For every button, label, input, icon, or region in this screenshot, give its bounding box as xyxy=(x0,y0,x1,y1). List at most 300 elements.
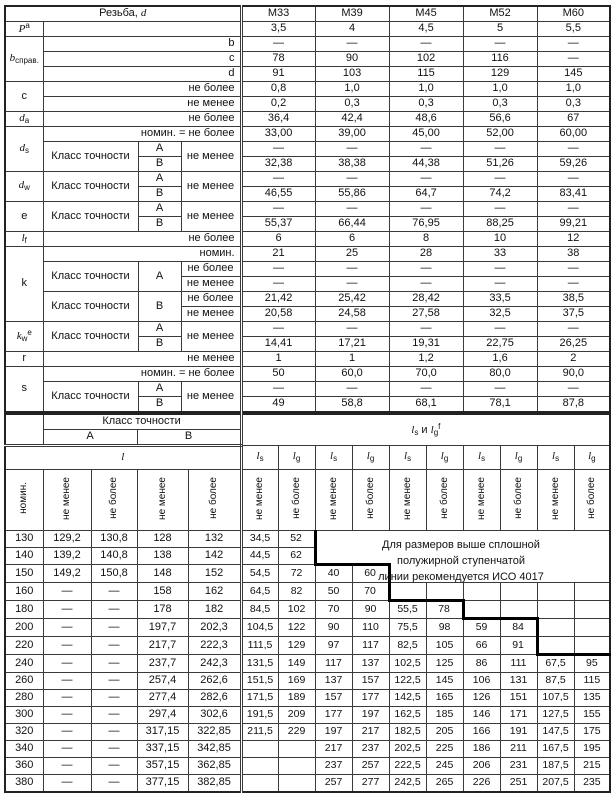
lg-value-cell: 277 xyxy=(352,775,389,793)
class-b-min-cell: 158 xyxy=(137,583,188,601)
lg-value-cell: 155 xyxy=(574,707,610,724)
class-b-max-cell: 132 xyxy=(188,531,241,548)
row-label-cell: А xyxy=(138,262,181,292)
row-label-cell: В xyxy=(138,337,181,352)
class-b-max-cell: 202,3 xyxy=(188,619,241,637)
ls-header: $l_s$ xyxy=(241,446,278,470)
row-label-cell: не более xyxy=(181,292,241,307)
lg-header: $l_g$ xyxy=(500,446,537,470)
value-cell: — xyxy=(463,322,537,337)
class-a-max-cell: 130,8 xyxy=(91,531,137,548)
ls-value-cell: 207,5 xyxy=(537,775,574,793)
limit-header-cell: не менее xyxy=(537,470,574,531)
value-cell: 38,38 xyxy=(315,157,389,172)
class-a-min-cell: — xyxy=(43,637,91,655)
table-row xyxy=(5,775,610,793)
empty-cell xyxy=(241,741,278,758)
value-cell: 10 xyxy=(463,232,537,247)
lg-value-cell: 102 xyxy=(278,601,315,619)
table-row xyxy=(5,741,610,758)
empty-cell xyxy=(278,758,315,775)
class-a-min-cell: 139,2 xyxy=(43,548,91,565)
empty-cell xyxy=(574,619,610,637)
class-b-min-cell: 357,15 xyxy=(137,758,188,775)
lg-value-cell: 137 xyxy=(352,655,389,673)
lg-value-cell: 72 xyxy=(278,565,315,583)
value-cell: — xyxy=(315,277,389,292)
value-cell: 60,00 xyxy=(537,127,610,142)
value-cell: 0,2 xyxy=(241,97,315,112)
lg-value-cell: 229 xyxy=(278,724,315,741)
class-a-min-cell: — xyxy=(43,758,91,775)
lg-value-cell: 84 xyxy=(500,619,537,637)
ls-lg-header: $l_s$ и $l_g^f$ xyxy=(241,414,610,446)
row-label-cell: А xyxy=(138,322,181,337)
lg-value-cell: 225 xyxy=(426,741,463,758)
table-row xyxy=(5,367,610,382)
ls-value-cell: 59 xyxy=(463,619,500,637)
class-b-max-cell: 302,6 xyxy=(188,707,241,724)
ls-value-cell: 202,5 xyxy=(389,741,426,758)
row-label-cell: d xyxy=(43,67,241,82)
row-label-cell: не менее xyxy=(181,382,241,413)
class-a-min-cell: 129,2 xyxy=(43,531,91,548)
ls-value-cell: 222,5 xyxy=(389,758,426,775)
value-cell: 129 xyxy=(463,67,537,82)
value-cell: 48,6 xyxy=(389,112,463,127)
value-cell: — xyxy=(315,37,389,52)
ls-value-cell: 157 xyxy=(315,690,352,707)
thread-size-header: М52 xyxy=(463,6,537,22)
nominal-length-cell: 380 xyxy=(5,775,43,793)
value-cell: 8 xyxy=(389,232,463,247)
table-row xyxy=(5,67,610,82)
lg-header: $l_g$ xyxy=(278,446,315,470)
value-cell: 33,5 xyxy=(463,292,537,307)
lg-value-cell: 171 xyxy=(500,707,537,724)
value-cell: 21 xyxy=(241,247,315,262)
table-row xyxy=(5,247,610,262)
class-a-min-cell: — xyxy=(43,673,91,690)
row-label-cell: Класс точности xyxy=(43,262,138,292)
value-cell: 49 xyxy=(241,397,315,413)
lg-value-cell: 235 xyxy=(574,775,610,793)
value-cell: 33,00 xyxy=(241,127,315,142)
lg-header: $l_g$ xyxy=(574,446,610,470)
lg-value-cell: 110 xyxy=(352,619,389,637)
row-label-cell: А xyxy=(138,382,181,397)
lg-value-cell: 237 xyxy=(352,741,389,758)
lg-value-cell: 191 xyxy=(500,724,537,741)
ls-value-cell: 67,5 xyxy=(537,655,574,673)
thread-dimensions-table xyxy=(4,5,611,413)
value-cell: — xyxy=(463,37,537,52)
lg-value-cell: 122 xyxy=(278,619,315,637)
row-label-cell: В xyxy=(138,397,181,413)
ls-value-cell: 82,5 xyxy=(389,637,426,655)
row-symbol-cell: $k_w^e$ xyxy=(5,322,43,352)
ls-header: $l_s$ xyxy=(463,446,500,470)
class-a-max-cell: — xyxy=(91,619,137,637)
ls-header: $l_s$ xyxy=(389,446,426,470)
length-section xyxy=(4,413,611,793)
nominal-length-cell: 260 xyxy=(5,673,43,690)
row-label-cell: В xyxy=(138,157,181,172)
value-cell: — xyxy=(241,202,315,217)
lg-value-cell: 117 xyxy=(352,637,389,655)
limit-header-cell: не менее xyxy=(389,470,426,531)
empty-cell xyxy=(537,637,574,655)
class-a-max-cell: — xyxy=(91,741,137,758)
row-label-cell: не менее xyxy=(181,307,241,322)
lg-value-cell: 205 xyxy=(426,724,463,741)
thread-size-header: М33 xyxy=(241,6,315,22)
class-a-max-cell: — xyxy=(91,583,137,601)
class-a-min-cell: — xyxy=(43,741,91,758)
table-row xyxy=(5,142,610,157)
empty-corner-cell xyxy=(5,414,43,446)
value-cell: 103 xyxy=(315,67,389,82)
lg-value-cell: 217 xyxy=(352,724,389,741)
value-cell: — xyxy=(537,37,610,52)
value-cell: — xyxy=(463,142,537,157)
value-cell: 80,0 xyxy=(463,367,537,382)
empty-cell xyxy=(241,775,278,793)
value-cell: 3,5 xyxy=(241,22,315,37)
class-a-max-cell: — xyxy=(91,775,137,793)
lg-value-cell: 151 xyxy=(500,690,537,707)
value-cell: — xyxy=(389,262,463,277)
value-cell: 66,44 xyxy=(315,217,389,232)
thread-size-header: М45 xyxy=(389,6,463,22)
nominal-length-cell: 140 xyxy=(5,548,43,565)
class-a-min-cell: — xyxy=(43,601,91,619)
value-cell: 32,38 xyxy=(241,157,315,172)
lg-value-cell: 185 xyxy=(426,707,463,724)
value-cell: — xyxy=(463,382,537,397)
lg-value-cell: 98 xyxy=(426,619,463,637)
row-label-cell: не более xyxy=(181,262,241,277)
class-b-max-cell: 282,6 xyxy=(188,690,241,707)
iso-note-line: линии рекомендуется ИСО 4017 xyxy=(378,570,544,583)
table-row xyxy=(5,637,610,655)
table-row xyxy=(5,758,610,775)
class-a-min-cell: — xyxy=(43,655,91,673)
value-cell: — xyxy=(537,142,610,157)
class-a-max-cell: — xyxy=(91,673,137,690)
ls-value-cell: 186 xyxy=(463,741,500,758)
lg-value-cell: 195 xyxy=(574,741,610,758)
value-cell: 36,4 xyxy=(241,112,315,127)
class-b-min-cell: 197,7 xyxy=(137,619,188,637)
value-cell: — xyxy=(389,202,463,217)
value-cell: 116 xyxy=(463,52,537,67)
ls-value-cell: 104,5 xyxy=(241,619,278,637)
value-cell: 1,0 xyxy=(315,82,389,97)
ls-value-cell: 257 xyxy=(315,775,352,793)
value-cell: 25,42 xyxy=(315,292,389,307)
table-row xyxy=(5,292,610,307)
value-cell: 64,7 xyxy=(389,187,463,202)
value-cell: — xyxy=(389,322,463,337)
class-b-max-cell: 182 xyxy=(188,601,241,619)
class-b-max-cell: 142 xyxy=(188,548,241,565)
value-cell: 26,25 xyxy=(537,337,610,352)
table-row xyxy=(5,232,610,247)
limit-header-cell: не более xyxy=(500,470,537,531)
value-cell: 12 xyxy=(537,232,610,247)
nominal-length-cell: 360 xyxy=(5,758,43,775)
class-b-max-cell: 162 xyxy=(188,583,241,601)
value-cell: — xyxy=(315,142,389,157)
empty-cell xyxy=(241,758,278,775)
ls-value-cell: 64,5 xyxy=(241,583,278,601)
table-row xyxy=(5,172,610,187)
value-cell: 74,2 xyxy=(463,187,537,202)
row-label-cell: Класс точности xyxy=(43,382,138,413)
iso-note-line: Для размеров выше сплошной xyxy=(382,539,540,552)
limits-header-row xyxy=(5,470,610,531)
table-row xyxy=(5,97,610,112)
value-cell: 0,3 xyxy=(389,97,463,112)
row-label-cell: не более xyxy=(43,82,241,97)
row-label-cell: не менее xyxy=(181,277,241,292)
class-b-max-cell: 362,85 xyxy=(188,758,241,775)
nominal-length-cell: 220 xyxy=(5,637,43,655)
value-cell: 90,0 xyxy=(537,367,610,382)
value-cell: 50 xyxy=(241,367,315,382)
table-row xyxy=(5,262,610,277)
value-cell: 115 xyxy=(389,67,463,82)
lg-value-cell: 105 xyxy=(426,637,463,655)
l-header: l xyxy=(5,446,241,470)
value-cell: — xyxy=(241,262,315,277)
lg-header: $l_g$ xyxy=(352,446,389,470)
ls-value-cell: 147,5 xyxy=(537,724,574,741)
value-cell: 78 xyxy=(241,52,315,67)
class-b-min-cell: 377,15 xyxy=(137,775,188,793)
ls-value-cell: 242,5 xyxy=(389,775,426,793)
value-cell: 24,58 xyxy=(315,307,389,322)
value-cell: — xyxy=(389,142,463,157)
value-cell: 4 xyxy=(315,22,389,37)
nominal-length-cell: 280 xyxy=(5,690,43,707)
value-cell: 55,37 xyxy=(241,217,315,232)
row-label-cell: не менее xyxy=(43,352,241,367)
class-b-max-cell: 152 xyxy=(188,565,241,583)
row-label-cell: В xyxy=(138,187,181,202)
ls-value-cell: 122,5 xyxy=(389,673,426,690)
ls-value-cell: 127,5 xyxy=(537,707,574,724)
ls-header: $l_s$ xyxy=(315,446,352,470)
lg-value-cell: 78 xyxy=(426,601,463,619)
class-a-header: А xyxy=(43,430,137,446)
value-cell: — xyxy=(537,262,610,277)
table-row xyxy=(5,52,610,67)
value-cell: 27,58 xyxy=(389,307,463,322)
lg-value-cell: 91 xyxy=(500,637,537,655)
class-a-min-cell: — xyxy=(43,707,91,724)
lg-value-cell: 257 xyxy=(352,758,389,775)
ls-value-cell: 111,5 xyxy=(241,637,278,655)
value-cell: 6 xyxy=(241,232,315,247)
row-symbol-cell: r xyxy=(5,352,43,367)
value-cell: 67 xyxy=(537,112,610,127)
ls-value-cell: 54,5 xyxy=(241,565,278,583)
value-cell: 5,5 xyxy=(537,22,610,37)
value-cell: 5 xyxy=(463,22,537,37)
table-row xyxy=(5,112,610,127)
value-cell: — xyxy=(537,202,610,217)
lg-value-cell: 52 xyxy=(278,531,315,548)
empty-cell xyxy=(574,637,610,655)
limit-header-cell: не более xyxy=(574,470,610,531)
table-row xyxy=(5,127,610,142)
row-symbol-cell: s xyxy=(5,367,43,413)
table-row xyxy=(5,82,610,97)
table-row xyxy=(5,655,610,673)
ls-value-cell: 131,5 xyxy=(241,655,278,673)
ls-value-cell: 226 xyxy=(463,775,500,793)
limit-header-cell: не более xyxy=(352,470,389,531)
ls-value-cell: 70 xyxy=(315,601,352,619)
ls-value-cell: 187,5 xyxy=(537,758,574,775)
value-cell: — xyxy=(389,172,463,187)
ls-value-cell: 50 xyxy=(315,583,352,601)
table-row xyxy=(5,619,610,637)
row-label-cell: не менее xyxy=(181,172,241,202)
class-b-min-cell: 217,7 xyxy=(137,637,188,655)
value-cell: 1,2 xyxy=(389,352,463,367)
ls-value-cell: 151,5 xyxy=(241,673,278,690)
empty-cell xyxy=(278,775,315,793)
row-label-cell: А xyxy=(138,202,181,217)
class-b-min-cell: 178 xyxy=(137,601,188,619)
value-cell: — xyxy=(315,262,389,277)
lg-header: $l_g$ xyxy=(426,446,463,470)
class-b-max-cell: 262,6 xyxy=(188,673,241,690)
lg-value-cell: 82 xyxy=(278,583,315,601)
lg-value-cell: 60 xyxy=(352,565,389,583)
class-b-min-cell: 257,4 xyxy=(137,673,188,690)
row-label-cell: А xyxy=(138,172,181,187)
nominal-length-cell: 320 xyxy=(5,724,43,741)
ls-value-cell: 97 xyxy=(315,637,352,655)
class-b-min-cell: 128 xyxy=(137,531,188,548)
value-cell: 38 xyxy=(537,247,610,262)
table-row xyxy=(5,37,610,52)
row-label-cell: не менее xyxy=(43,97,241,112)
value-cell: — xyxy=(315,202,389,217)
value-cell: 87,8 xyxy=(537,397,610,413)
empty-cell xyxy=(278,741,315,758)
value-cell: 58,8 xyxy=(315,397,389,413)
class-a-min-cell: — xyxy=(43,619,91,637)
ls-value-cell: 211,5 xyxy=(241,724,278,741)
lg-value-cell: 265 xyxy=(426,775,463,793)
lg-value-cell: 245 xyxy=(426,758,463,775)
lg-value-cell: 90 xyxy=(352,601,389,619)
row-label-cell: Класс точности xyxy=(43,292,138,322)
nominal-length-cell: 340 xyxy=(5,741,43,758)
ls-value-cell: 142,5 xyxy=(389,690,426,707)
table-row xyxy=(5,707,610,724)
value-cell: 0,3 xyxy=(315,97,389,112)
limit-header-cell: не более xyxy=(91,470,137,531)
length-table xyxy=(4,413,611,793)
value-cell: 0,8 xyxy=(241,82,315,97)
limit-header-cell: не более xyxy=(188,470,241,531)
row-label-cell: не более xyxy=(43,112,241,127)
thread-size-header: М60 xyxy=(537,6,610,22)
value-cell: 76,95 xyxy=(389,217,463,232)
row-symbol-cell: c xyxy=(5,82,43,112)
value-cell: 51,26 xyxy=(463,157,537,172)
ls-value-cell: 107,5 xyxy=(537,690,574,707)
row-label-cell: не менее xyxy=(181,142,241,172)
class-b-min-cell: 337,15 xyxy=(137,741,188,758)
value-cell: — xyxy=(241,142,315,157)
class-b-max-cell: 242,3 xyxy=(188,655,241,673)
value-cell: 44,38 xyxy=(389,157,463,172)
ls-value-cell: 87,5 xyxy=(537,673,574,690)
ls-value-cell: 162,5 xyxy=(389,707,426,724)
lg-value-cell: 157 xyxy=(352,673,389,690)
lg-value-cell: 231 xyxy=(500,758,537,775)
value-cell: 52,00 xyxy=(463,127,537,142)
limit-header-cell: не более xyxy=(278,470,315,531)
ls-header: $l_s$ xyxy=(537,446,574,470)
value-cell: — xyxy=(463,277,537,292)
thread-header-cell xyxy=(5,6,241,22)
row-label-cell: номин. = не более xyxy=(43,367,241,382)
value-cell: 21,42 xyxy=(241,292,315,307)
value-cell: 38,5 xyxy=(537,292,610,307)
table-row xyxy=(5,22,610,37)
row-label-cell: номин. xyxy=(43,247,241,262)
table-row xyxy=(5,382,610,397)
lg-value-cell: 149 xyxy=(278,655,315,673)
ls-value-cell: 44,5 xyxy=(241,548,278,565)
class-b-max-cell: 222,3 xyxy=(188,637,241,655)
class-a-max-cell: — xyxy=(91,758,137,775)
ls-value-cell: 177 xyxy=(315,707,352,724)
value-cell: 17,21 xyxy=(315,337,389,352)
lg-value-cell: 169 xyxy=(278,673,315,690)
lg-value-cell: 251 xyxy=(500,775,537,793)
limit-header-cell: не менее xyxy=(241,470,278,531)
nominal-length-cell: 200 xyxy=(5,619,43,637)
row-label-cell: номин. = не более xyxy=(43,127,241,142)
value-cell: — xyxy=(389,382,463,397)
ls-value-cell: 90 xyxy=(315,619,352,637)
class-b-min-cell: 237,7 xyxy=(137,655,188,673)
nominal-length-cell: 180 xyxy=(5,601,43,619)
ls-value-cell: 40 xyxy=(315,565,352,583)
value-cell: 45,00 xyxy=(389,127,463,142)
class-b-max-cell: 382,85 xyxy=(188,775,241,793)
ls-value-cell: 86 xyxy=(463,655,500,673)
value-cell: 102 xyxy=(389,52,463,67)
nominal-length-cell: 240 xyxy=(5,655,43,673)
row-symbol-cell: $b_{справ.}$ xyxy=(5,37,43,82)
value-cell: 25 xyxy=(315,247,389,262)
value-cell: 0,3 xyxy=(537,97,610,112)
value-cell: 78,1 xyxy=(463,397,537,413)
ls-value-cell: 146 xyxy=(463,707,500,724)
ls-value-cell: 197 xyxy=(315,724,352,741)
value-cell: 1,0 xyxy=(463,82,537,97)
